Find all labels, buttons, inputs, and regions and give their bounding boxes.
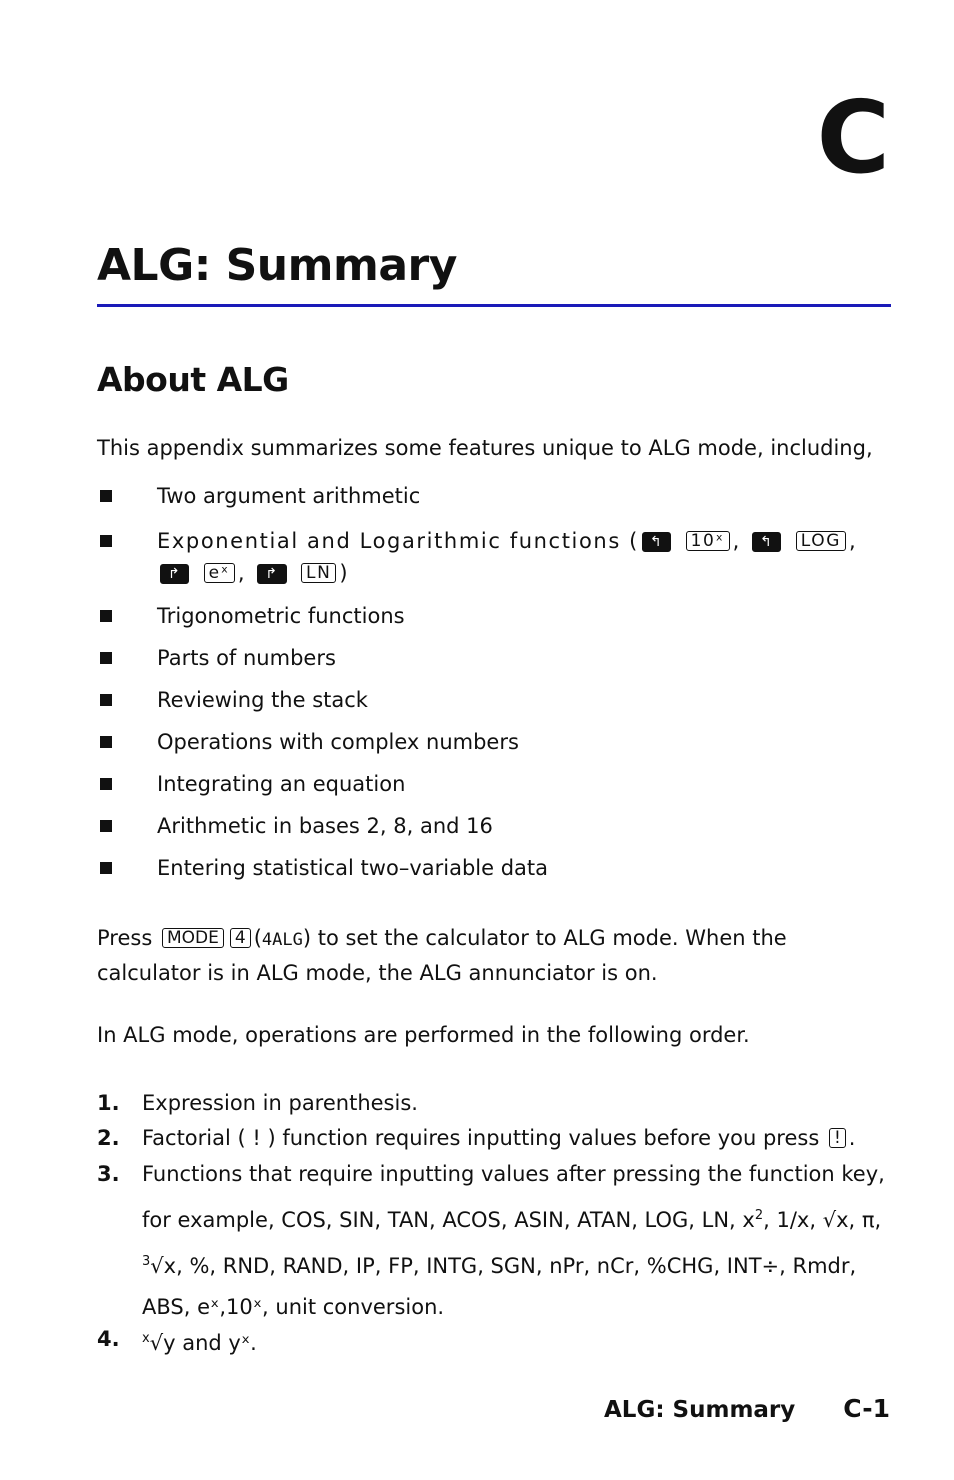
section-title: About ALG: [97, 360, 289, 399]
bullet-square-icon: [100, 610, 112, 622]
right-shift-key-icon: ↱: [257, 564, 286, 584]
lcd-menu-label: 4ALG: [261, 930, 303, 950]
left-shift-key-icon: ↰: [752, 532, 781, 552]
page-title: ALG: Summary: [97, 240, 457, 291]
log-key-icon: LOG: [796, 531, 846, 551]
footer-title: ALG: Summary: [604, 1397, 796, 1423]
ln-key-icon: LN: [301, 563, 336, 583]
factorial-key-icon: !: [829, 1128, 846, 1148]
four-key-icon: 4: [230, 928, 251, 948]
bullet-square-icon: [100, 820, 112, 832]
ten-x-key-icon: 10ˣ: [686, 531, 730, 551]
xth-root-icon: $^x$√y: [142, 1331, 176, 1355]
order-intro: In ALG mode, operations are performed in the following order.: [97, 1023, 750, 1047]
bullet-square-icon: [100, 736, 112, 748]
right-shift-key-icon: ↱: [160, 564, 189, 584]
mode-key-icon: MODE: [162, 928, 224, 948]
e-x-key-icon: eˣ: [204, 563, 235, 583]
intro-paragraph: This appendix summarizes some features unique to ALG mode, including,: [97, 436, 873, 460]
press-paragraph: Press MODE 4 (4ALG) to set the calculator to ALG mode. When the calculator is in ALG mode, the ALG annunciator is on.: [97, 926, 787, 985]
cube-root-icon: $^3$√x: [142, 1254, 177, 1278]
bullet-square-icon: [100, 778, 112, 790]
bullet-square-icon: [100, 652, 112, 664]
bullet-square-icon: [100, 694, 112, 706]
page-number: C-1: [843, 1394, 890, 1423]
bullet-square-icon: [100, 862, 112, 874]
title-rule: [97, 304, 891, 307]
left-shift-key-icon: ↰: [642, 532, 671, 552]
square-root-icon: √x: [822, 1208, 849, 1232]
bullet-square-icon: [100, 535, 112, 547]
chapter-letter: C: [816, 79, 890, 196]
page-footer: [604, 1394, 890, 1423]
bullet-square-icon: [100, 490, 112, 502]
